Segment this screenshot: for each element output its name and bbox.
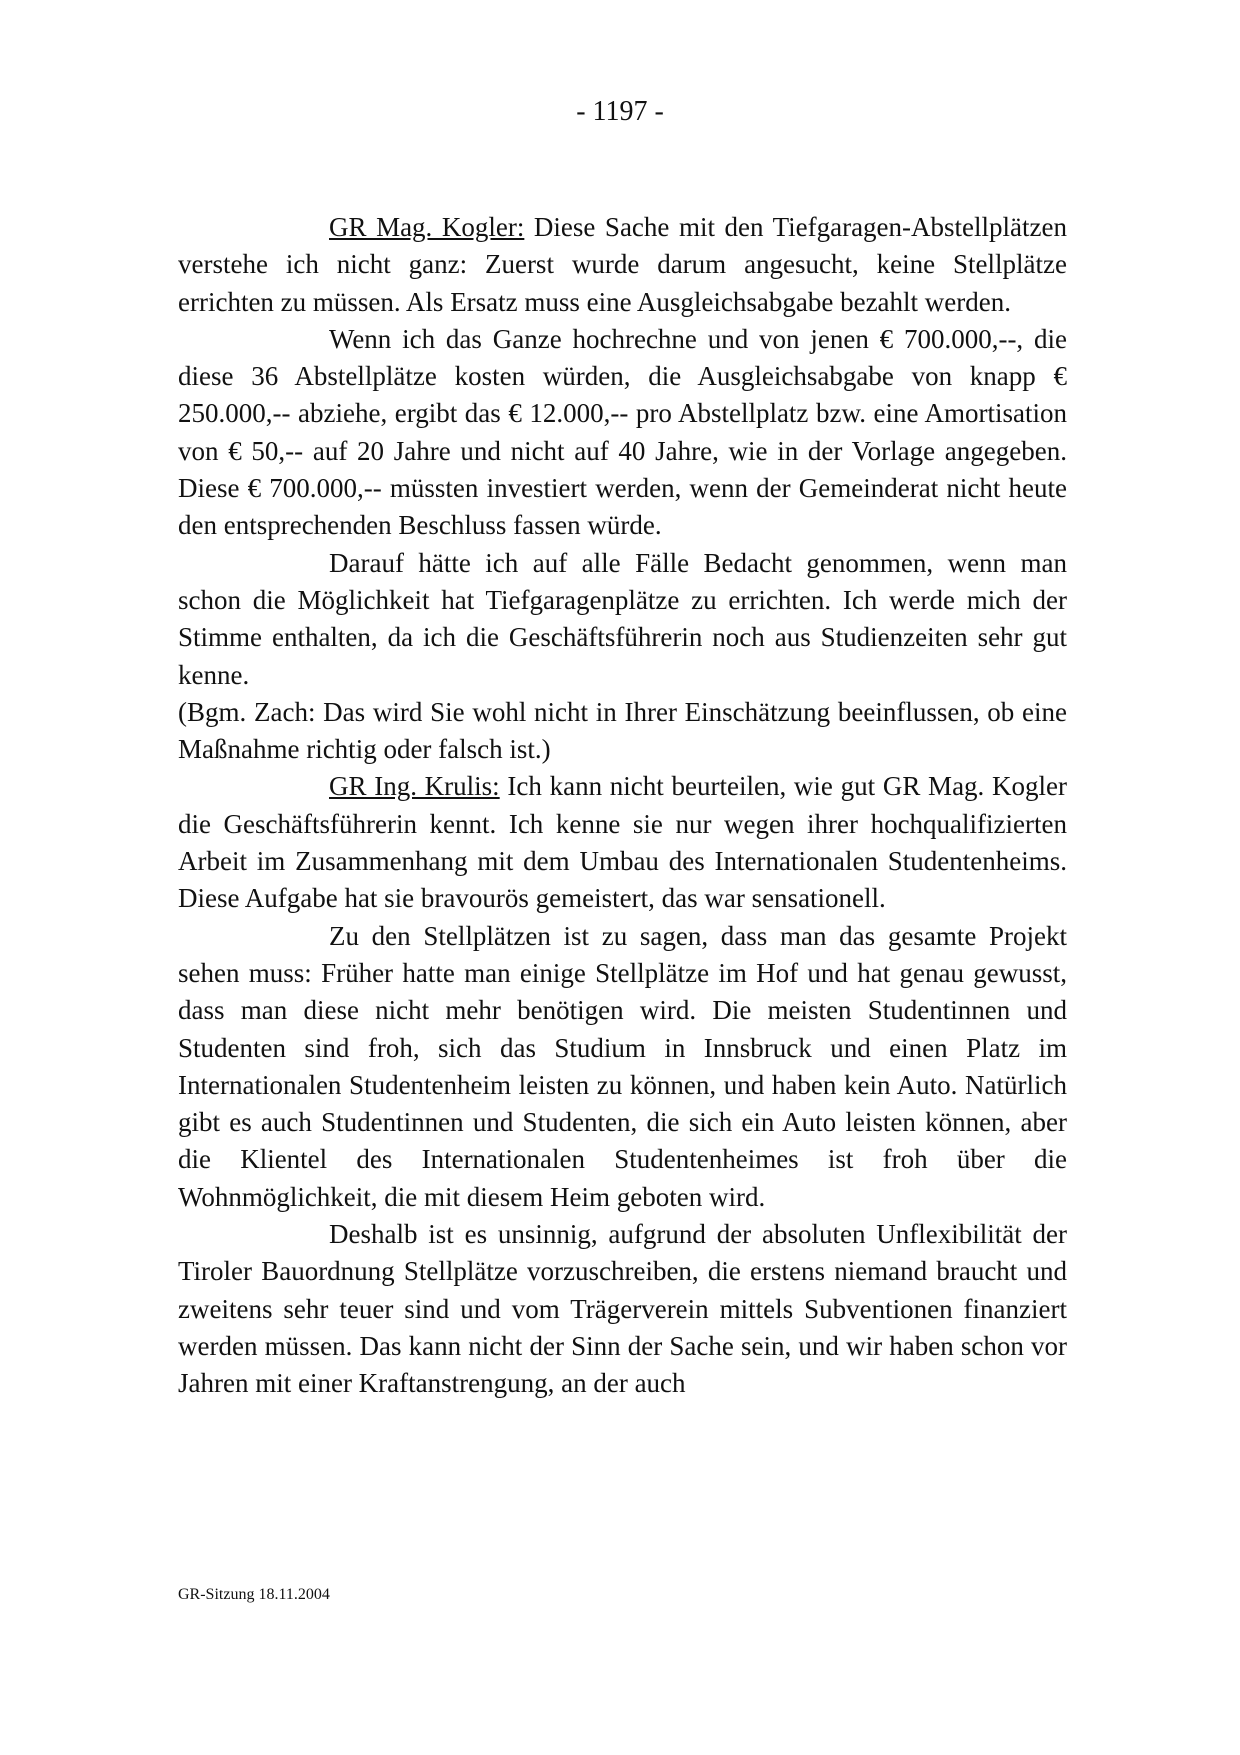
paragraph-text: Zu den Stellplätzen ist zu sagen, dass man das gesamte Projekt sehen muss: Früher hatte man einige Stellplätze im Hof und hat genau gewusst, dass man diese nicht mehr benötigen wird. Die meisten Studentinnen und Studenten sind froh, sich das Studium in Innsbruck und einen Platz im Internationalen Studentenheim leisten zu können, und haben kein Auto. Natürlich gibt es auch Studentinnen und Studenten, die sich ein Auto leisten können, aber die Klientel des Internationalen Studentenheimes ist froh über die Wohnmöglichkeit, die mit diesem Heim geboten wird. — [178, 920, 1067, 1212]
paragraph-text: Darauf hätte ich auf alle Fälle Bedacht genommen, wenn man schon die Möglichkeit hat Tiefgaragenplätze zu errichten. Ich werde mich der Stimme enthalten, da ich die Geschäftsführerin noch aus Studienzeiten sehr gut kenne. — [178, 547, 1067, 690]
page-number: - 1197 - — [576, 96, 664, 127]
paragraph — [178, 545, 1067, 694]
paragraph — [178, 209, 1067, 321]
paragraph-text: Wenn ich das Ganze hochrechne und von jenen € 700.000,--, die diese 36 Abstellplätze kosten würden, die Ausgleichsabgabe von knapp € 250.000,-- abziehe, ergibt das € 12.000,-- pro Abstellplatz bzw. eine Amortisation von € 50,-- auf 20 Jahre und nicht auf 40 Jahre, wie in der Vorlage angegeben. Diese € 700.000,-- müssten investiert werden, wenn der Gemeinderat nicht heute den entsprechenden Beschluss fassen würde. — [178, 323, 1067, 541]
paragraph-text: Deshalb ist es unsinnig, aufgrund der absoluten Unflexibilität der Tiroler Bauordnung Stellplätze vorzuschreiben, die erstens niemand braucht und zweitens sehr teuer sind und vom Trägerverein mittels Subventionen finanziert werden müssen. Das kann nicht der Sinn der Sache sein, und wir haben schon vor Jahren mit einer Kraftanstrengung, an der auch — [178, 1219, 1067, 1399]
interjection: (Bgm. Zach: Das wird Sie wohl nicht in Ihrer Einschätzung beeinflussen, ob eine Maßnahme richtig oder falsch ist.) — [178, 696, 1067, 765]
paragraph-text: Diese Sache mit den Tiefgaragen-Abstellplätzen verstehe ich nicht ganz: Zuerst wurde darum angesucht, keine Stellplätze errichten zu müssen. Als Ersatz muss eine Ausgleichsabgabe bezahlt werden. — [178, 212, 1067, 317]
speaker-name: GR Mag. Kogler: — [329, 212, 525, 242]
paragraph — [178, 321, 1067, 545]
paragraph — [178, 1216, 1067, 1402]
paragraph — [178, 918, 1067, 1216]
footer-session-date: GR-Sitzung 18.11.2004 — [178, 1586, 330, 1603]
paragraph-text: Ich kann nicht beurteilen, wie gut GR Mag. Kogler die Geschäftsführerin kennt. Ich kenne sie nur wegen ihrer hochqualifizierten Arbeit im Zusammenhang mit dem Umbau des Internationalen Studentenheims. Diese Aufgabe hat sie bravourös gemeistert, das war sensationell. — [178, 771, 1067, 914]
paragraph — [178, 768, 1067, 917]
body-text — [178, 209, 1067, 1403]
speaker-name: GR Ing. Krulis: — [329, 771, 500, 802]
